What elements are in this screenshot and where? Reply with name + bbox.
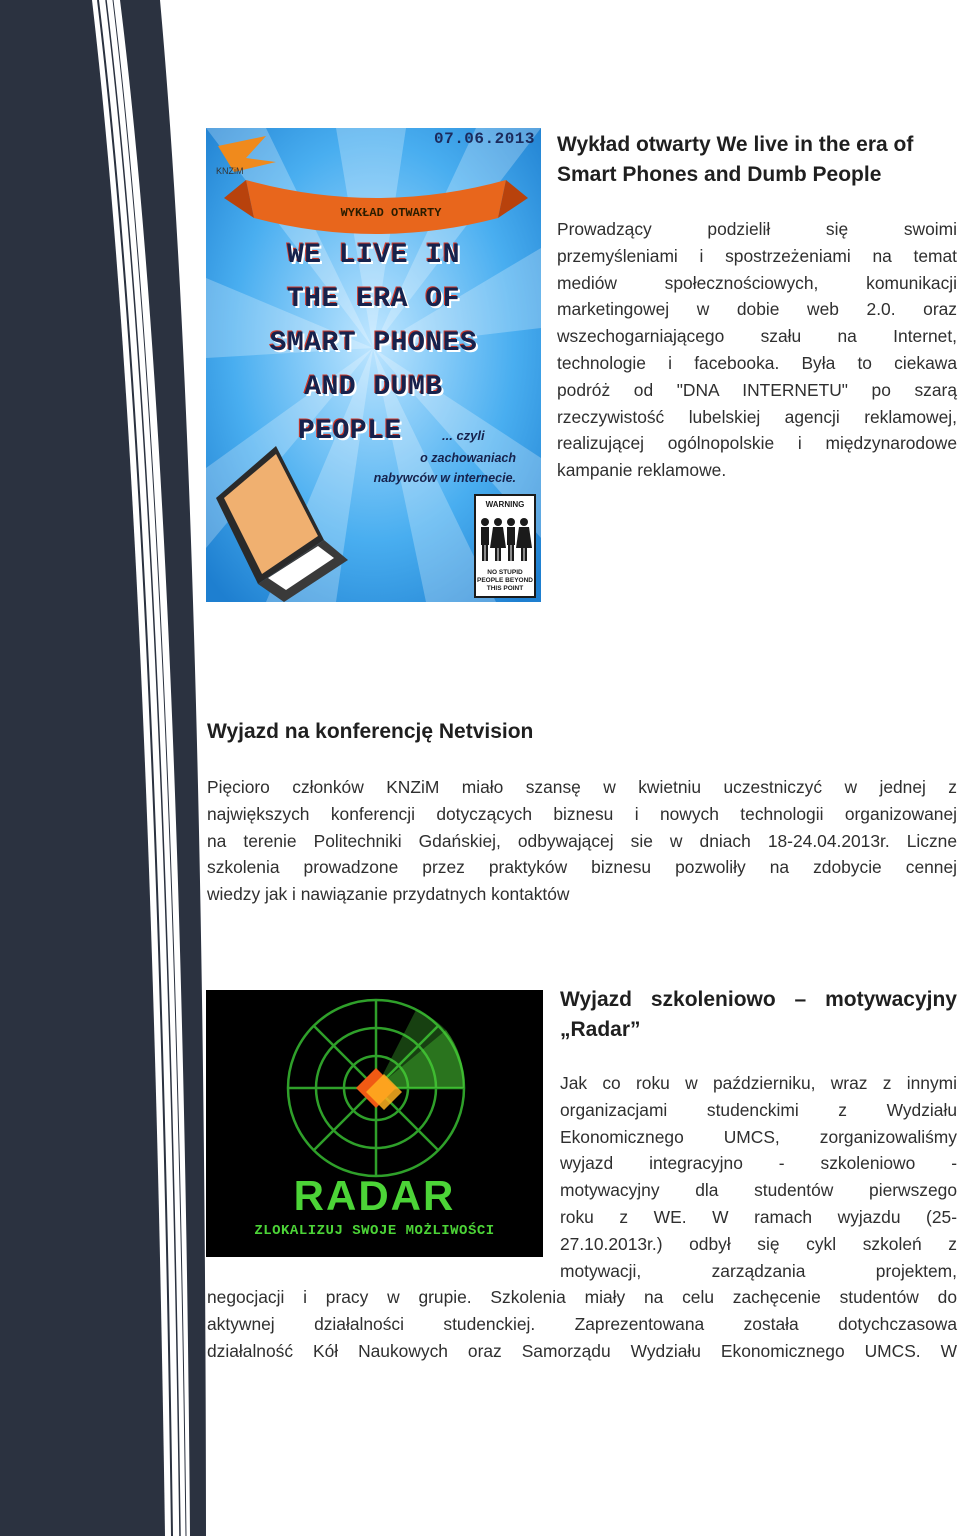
section2-paragraph: Pięcioro członków KNZiM miało szansę w kwietniu uczestniczyć w jednej z największych konferencji dotyczących biznesu i nowych technologii organizowanej na terenie Politechniki Gdańskiej, odbywającej sie w dniach 18-24.04.2013r. Liczne szkolenia prowadzone przez praktyków biznesu pozwoliły na zdobycie cennej wiedzy jak i nawiązanie przydatnych kontaktów — [207, 777, 957, 905]
radar-tagline: ZLOKALIZUJ SWOJE MOŻLIWOŚCI — [254, 1223, 495, 1239]
radar-title: RADAR — [293, 1172, 456, 1219]
poster-subtitle: o zachowaniach nabywców w internecie. — [373, 451, 516, 485]
poster-logo-text: KNZiM — [216, 166, 244, 176]
warning-sign — [474, 494, 536, 598]
section1-paragraph: Prowadzący podzielił się swoimi przemyśleniami i spostrzeżeniami na temat mediów społecznościowych, komunikacji marketingowej w dobie web 2.0. oraz wszechogarniającego szału na Internet, technologie i facebooka. Była to ciekawa podróż od "DNA INTERNETU" po szarą rzeczywistość lubelskiej agencji reklamowej, realizującej ogólnopolskie i międzynarodowe kampanie reklamowe. — [557, 219, 957, 481]
section3-paragraph-narrow: Jak co roku w październiku, wraz z innymi organizacjami studenckimi z Wydziału Ekonomicznego UMCS, zorganizowaliśmy wyjazd integracyjno - szkoleniowo - motywacyjny dla studentów pierwszego roku z WE. W ramach wyjazdu (25- 27.10.2013r.) odbył się cykl szkoleń z motywacji, zarządzania projektem, — [560, 1073, 957, 1281]
section3-title: Wyjazd szkoleniowo – motywacyjny „Radar” — [560, 988, 957, 1041]
warning-text: NO STUPID PEOPLE BEYOND THIS POINT — [477, 569, 533, 592]
poster-czyli: ... czyli — [442, 428, 485, 443]
poster-banner-text: WYKŁAD OTWARTY — [340, 206, 442, 220]
poster-date: 07.06.2013 — [433, 130, 535, 148]
poster-image — [206, 128, 541, 602]
section1-title: Wykład otwarty We live in the era of Smart Phones and Dumb People — [557, 133, 914, 186]
section2-title: Wyjazd na konferencję Netvision — [207, 720, 534, 743]
warning-title: WARNING — [485, 500, 525, 509]
people-icon — [476, 512, 534, 568]
poster-headline: WE LIVE IN THE ERA OF SMART PHONES AND DUMB PEOPLE — [269, 240, 478, 447]
section3-paragraph-wide: negocjacji i pracy w grupie. Szkolenia miały na celu zachęcenie studentów do aktywnej działalności studenckiej. Zaprezentowana została dotychczasowa działalność Kół Naukowych oraz Samorządu Wydziału Ekonomicznego UMCS. W — [207, 1287, 957, 1361]
radar-image — [206, 990, 543, 1257]
decorative-side-band — [0, 0, 220, 1536]
